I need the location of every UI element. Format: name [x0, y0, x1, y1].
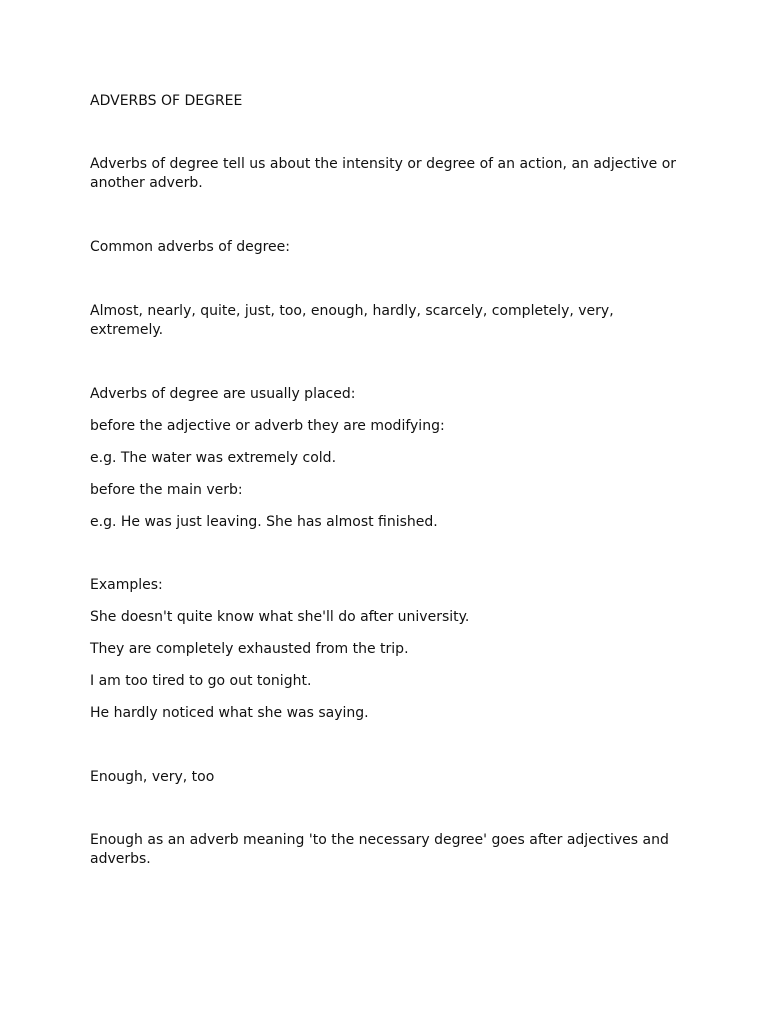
examples-heading: Examples:: [90, 577, 163, 593]
common-adverbs-heading: Common adverbs of degree:: [90, 239, 290, 255]
enough-paragraph: Enough as an adverb meaning 'to the necessary degree' goes after adjectives and adverbs.: [90, 832, 669, 867]
document-title: ADVERBS OF DEGREE: [90, 93, 243, 109]
example-sentence-2: They are completely exhausted from the trip.: [90, 641, 409, 657]
placement-example-1: e.g. The water was extremely cold.: [90, 450, 337, 466]
placement-rule-2: before the main verb:: [90, 482, 243, 498]
intro-paragraph: Adverbs of degree tell us about the intensity or degree of an action, an adjective or another adverb.: [90, 156, 677, 191]
placement-heading: Adverbs of degree are usually placed:: [90, 386, 356, 402]
example-sentence-4: He hardly noticed what she was saying.: [90, 705, 369, 721]
enough-very-too-heading: Enough, very, too: [90, 769, 215, 785]
placement-rule-1: before the adjective or adverb they are modifying:: [90, 418, 445, 434]
common-adverbs-list: Almost, nearly, quite, just, too, enough, hardly, scarcely, completely, very, extremely.: [90, 303, 614, 338]
example-sentence-1: She doesn't quite know what she'll do after university.: [90, 609, 470, 625]
example-sentence-3: I am too tired to go out tonight.: [90, 673, 312, 689]
placement-example-2: e.g. He was just leaving. She has almost finished.: [90, 514, 438, 530]
